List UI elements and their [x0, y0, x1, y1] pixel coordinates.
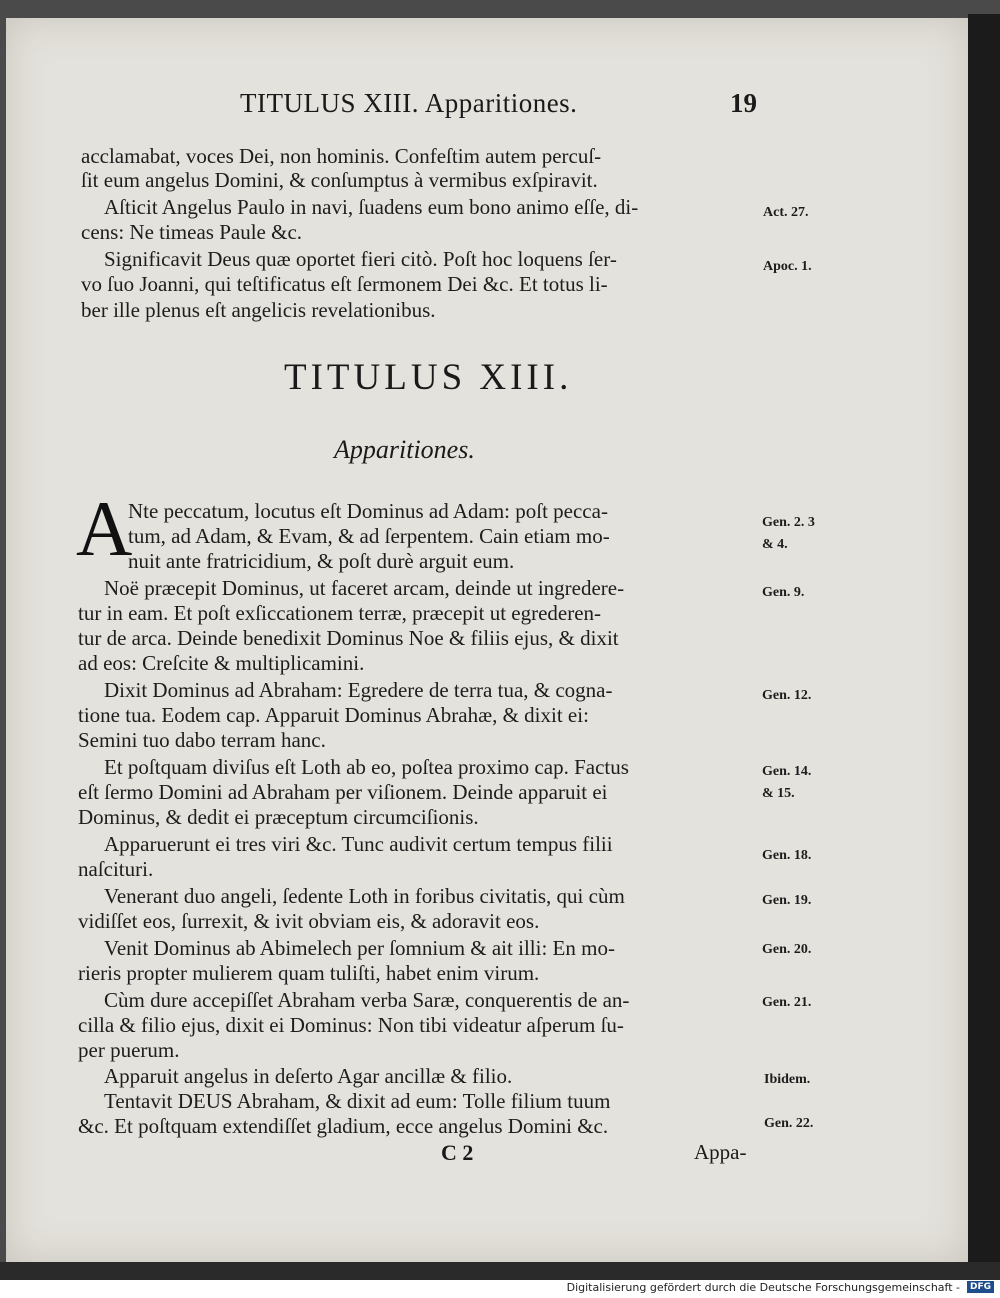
text-line: ſit eum angelus Domini, & conſumptus à vermibus exſpiravit.: [81, 168, 598, 192]
section-title: TITULUS XIII.: [284, 357, 573, 398]
text-line: tur de arca. Deinde benedixit Dominus Noe & filiis ejus, & dixit: [78, 626, 619, 650]
margin-note: Gen. 2. 3: [762, 515, 815, 530]
text-line: Aſticit Angelus Paulo in navi, ſuadens eum bono animo eſſe, di-: [104, 195, 639, 219]
text-line: Tentavit DEUS Abraham, & dixit ad eum: Tolle filium tuum: [104, 1089, 611, 1113]
text-line: Semini tuo dabo terram hanc.: [78, 728, 326, 752]
margin-note: Gen. 22.: [764, 1116, 814, 1131]
margin-note: Gen. 9.: [762, 585, 805, 600]
text-line: Venerant duo angeli, ſedente Loth in foribus civitatis, qui cùm: [104, 884, 625, 908]
text-line: &c. Et poſtquam extendiſſet gladium, ecce angelus Domini &c.: [78, 1114, 609, 1138]
text-line: Noë præcepit Dominus, ut faceret arcam, deinde ut ingredere-: [104, 576, 625, 600]
text-line: eſt ſermo Domini ad Abraham per viſionem. Deinde apparuit ei: [78, 780, 608, 804]
margin-note: Gen. 21.: [762, 995, 812, 1010]
margin-note: Apoc. 1.: [763, 259, 812, 274]
text-line: ber ille plenus eſt angelicis revelationibus.: [81, 298, 436, 322]
drop-cap: A: [76, 485, 133, 572]
scan-edge: [968, 14, 1000, 1264]
text-line: Venit Dominus ab Abimelech per ſomnium & ait illi: En mo-: [104, 936, 615, 960]
text-line: tione tua. Eodem cap. Apparuit Dominus Abrahæ, & dixit ei:: [78, 703, 589, 727]
signature-mark: C 2: [441, 1140, 474, 1165]
margin-note: Act. 27.: [763, 205, 809, 220]
text-line: vo ſuo Joanni, qui teſtificatus eſt ſermonem Dei &c. Et totus li-: [81, 272, 608, 296]
scan-bottom-edge: [0, 1262, 1000, 1280]
text-line: acclamabat, voces Dei, non hominis. Confeſtim autem percuſ-: [81, 144, 602, 168]
text-line: Significavit Deus quæ oportet fieri citò. Poſt hoc loquens ſer-: [104, 247, 617, 271]
text-line: vidiſſet eos, ſurrexit, & ivit obviam eis, & adoravit eos.: [78, 909, 540, 933]
text-line: Et poſtquam diviſus eſt Loth ab eo, poſtea proximo cap. Factus: [104, 755, 629, 779]
margin-note: Ibidem.: [764, 1072, 811, 1087]
text-line: Nte peccatum, locutus eſt Dominus ad Adam: poſt pecca-: [128, 499, 608, 523]
text-line: Apparuit angelus in deſerto Agar ancillæ & filio.: [104, 1064, 513, 1088]
text-line: cens: Ne timeas Paule &c.: [81, 220, 303, 244]
margin-note: & 4.: [762, 537, 788, 552]
margin-note: Gen. 20.: [762, 942, 812, 957]
text-line: naſcituri.: [78, 857, 154, 881]
text-line: Apparuerunt ei tres viri &c. Tunc audivit certum tempus filii: [104, 832, 613, 856]
text-line: cilla & filio ejus, dixit ei Dominus: Non tibi videatur aſperum ſu-: [78, 1013, 624, 1037]
running-head: TITULUS XIII. Apparitiones.: [240, 88, 578, 118]
margin-note: Gen. 12.: [762, 688, 812, 703]
digitization-credit: Digitalisierung gefördert durch die Deutsche Forschungsgemeinschaft -: [566, 1281, 960, 1294]
text-line: rieris propter mulierem quam tuliſti, habet enim virum.: [78, 961, 540, 985]
catchword: Appa-: [694, 1140, 747, 1164]
text-line: ad eos: Creſcite & multiplicamini.: [78, 651, 365, 675]
margin-note: Gen. 14.: [762, 764, 812, 779]
section-subtitle: Apparitiones.: [334, 435, 475, 464]
text-line: tum, ad Adam, & Evam, & ad ſerpentem. Cain etiam mo-: [128, 524, 610, 548]
text-line: nuit ante fratricidium, & poſt durè arguit eum.: [128, 549, 515, 573]
text-line: tur in eam. Et poſt exſiccationem terræ, præcepit ut egrederen-: [78, 601, 602, 625]
text-line: per puerum.: [78, 1038, 180, 1062]
margin-note: Gen. 18.: [762, 848, 812, 863]
margin-note: & 15.: [762, 786, 795, 801]
margin-note: Gen. 19.: [762, 893, 812, 908]
page-number: 19: [730, 88, 757, 118]
text-line: Cùm dure accepiſſet Abraham verba Saræ, conquerentis de an-: [104, 988, 630, 1012]
text-line: Dominus, & dedit ei præceptum circumciſionis.: [78, 805, 479, 829]
text-line: Dixit Dominus ad Abraham: Egredere de terra tua, & cogna-: [104, 678, 613, 702]
dfg-logo: DFG: [967, 1281, 994, 1293]
